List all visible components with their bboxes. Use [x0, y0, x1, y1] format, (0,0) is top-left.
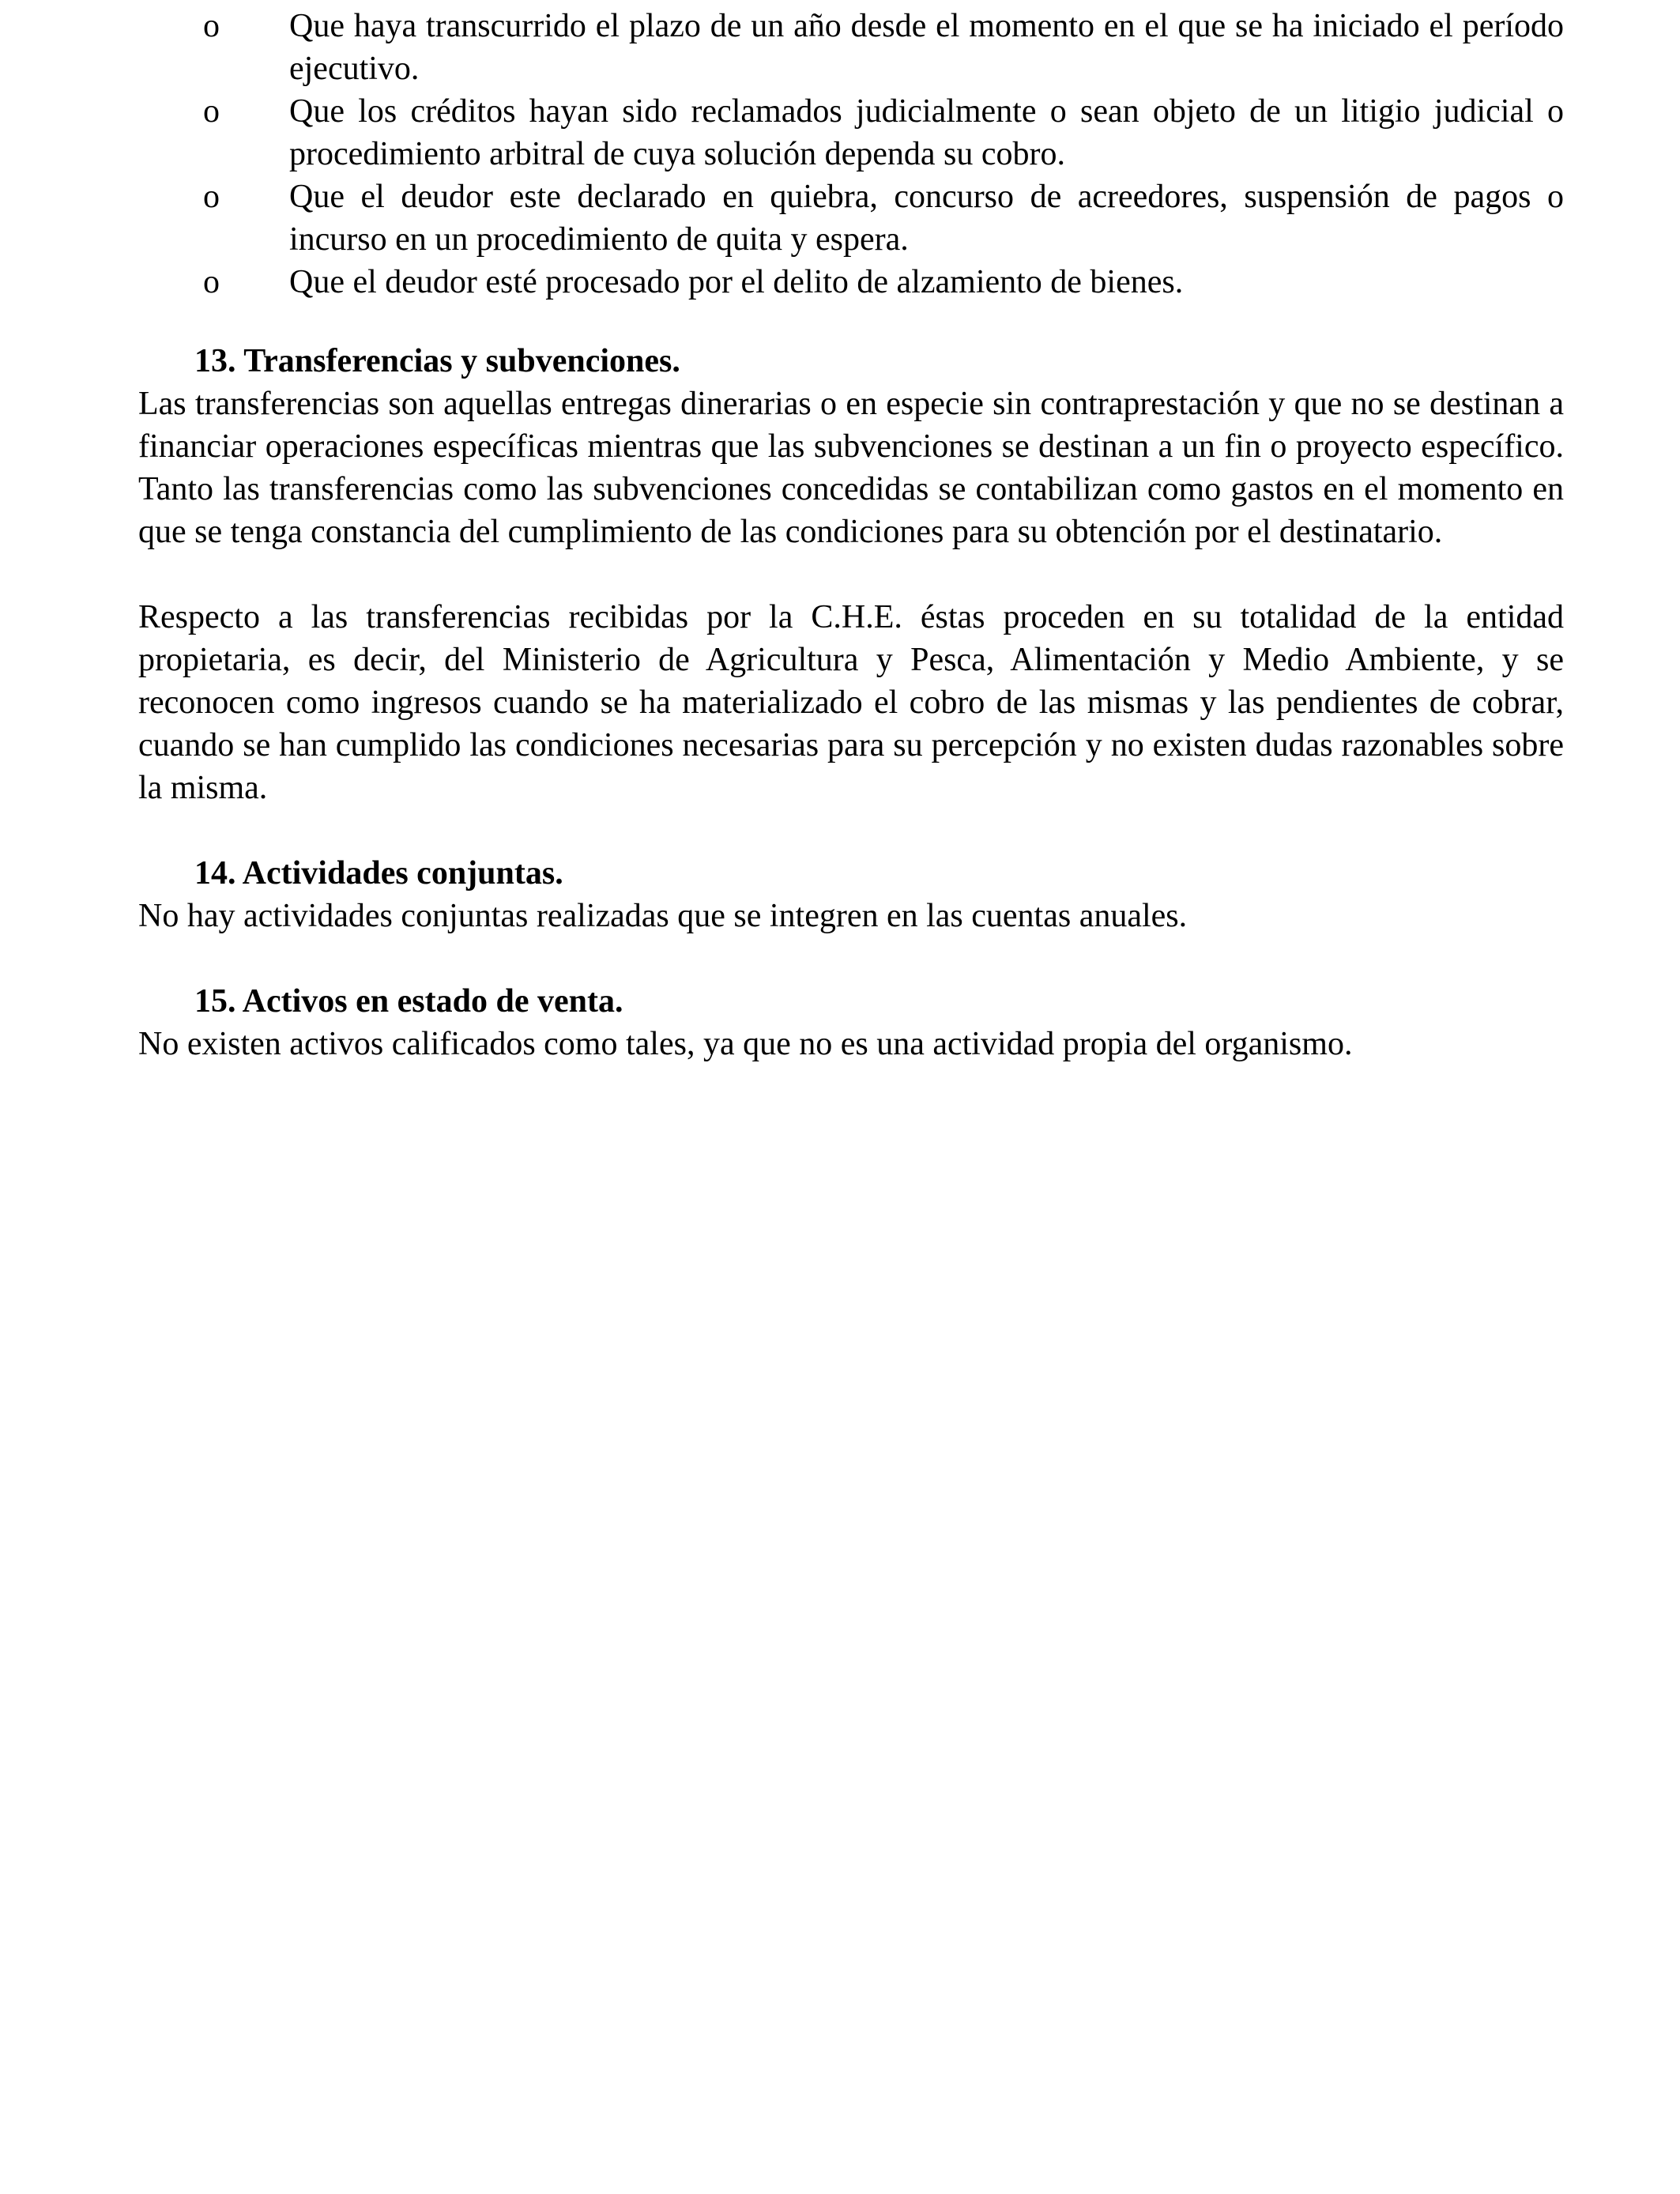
- section-14-paragraph: No hay actividades conjuntas realizadas que se integren en las cuentas anuales.: [138, 898, 1188, 934]
- list-item-text: Que los créditos hayan sido reclamados judicialmente o sean objeto de un litigio judicial o procedimiento arbitral de cuya solución dependa su cobro.: [289, 93, 1564, 172]
- bullet-marker: o: [203, 8, 220, 44]
- bullet-marker: o: [203, 179, 220, 215]
- spacer: [138, 299, 1564, 340]
- list-item: [138, 5, 1564, 90]
- spacer: [138, 809, 1564, 852]
- conditions-list: [138, 5, 1564, 303]
- section-15-paragraph: No existen activos calificados como tales, ya que no es una actividad propia del organismo.: [138, 1026, 1353, 1062]
- spacer: [138, 937, 1564, 980]
- bullet-marker: o: [203, 264, 220, 300]
- document-body: [138, 0, 1564, 1065]
- bullet-marker: o: [203, 93, 220, 130]
- section-13-paragraph-1: Las transferencias son aquellas entregas dinerarias o en especie sin contraprestación y que no se destinan a financiar operaciones específicas mientras que las subvenciones se destinan a un fin o proyecto específico. Tanto las transferencias como las subvenciones concedidas se contabilizan como gastos en el momento en que se tenga constancia del cumplimiento de las condiciones para su obtención por el destinatario.: [138, 386, 1564, 550]
- section-13-heading: 13. Transferencias y subvenciones.: [194, 343, 680, 379]
- section-13-paragraph-2: Respecto a las transferencias recibidas por la C.H.E. éstas proceden en su totalidad de la entidad propietaria, es decir, del Ministerio de Agricultura y Pesca, Alimentación y Medio Ambiente, y se reconocen como ingresos cuando se ha materializado el cobro de las mismas y las pendientes de cobrar, cuando se han cumplido las condiciones necesarias para su percepción y no existen dudas razonables sobre la misma.: [138, 599, 1564, 806]
- list-item: [138, 175, 1564, 261]
- section-15-heading: 15. Activos en estado de venta.: [194, 983, 623, 1020]
- list-item-text: Que el deudor esté procesado por el delito de alzamiento de bienes.: [289, 264, 1184, 300]
- list-item: [138, 261, 1564, 303]
- list-item-text: Que el deudor este declarado en quiebra, concurso de acreedores, suspensión de pagos o incurso en un procedimiento de quita y espera.: [289, 179, 1564, 258]
- spacer: [138, 553, 1564, 596]
- list-item: [138, 90, 1564, 175]
- section-14-heading: 14. Actividades conjuntas.: [194, 855, 563, 892]
- list-item-text: Que haya transcurrido el plazo de un año desde el momento en el que se ha iniciado el período ejecutivo.: [289, 8, 1564, 87]
